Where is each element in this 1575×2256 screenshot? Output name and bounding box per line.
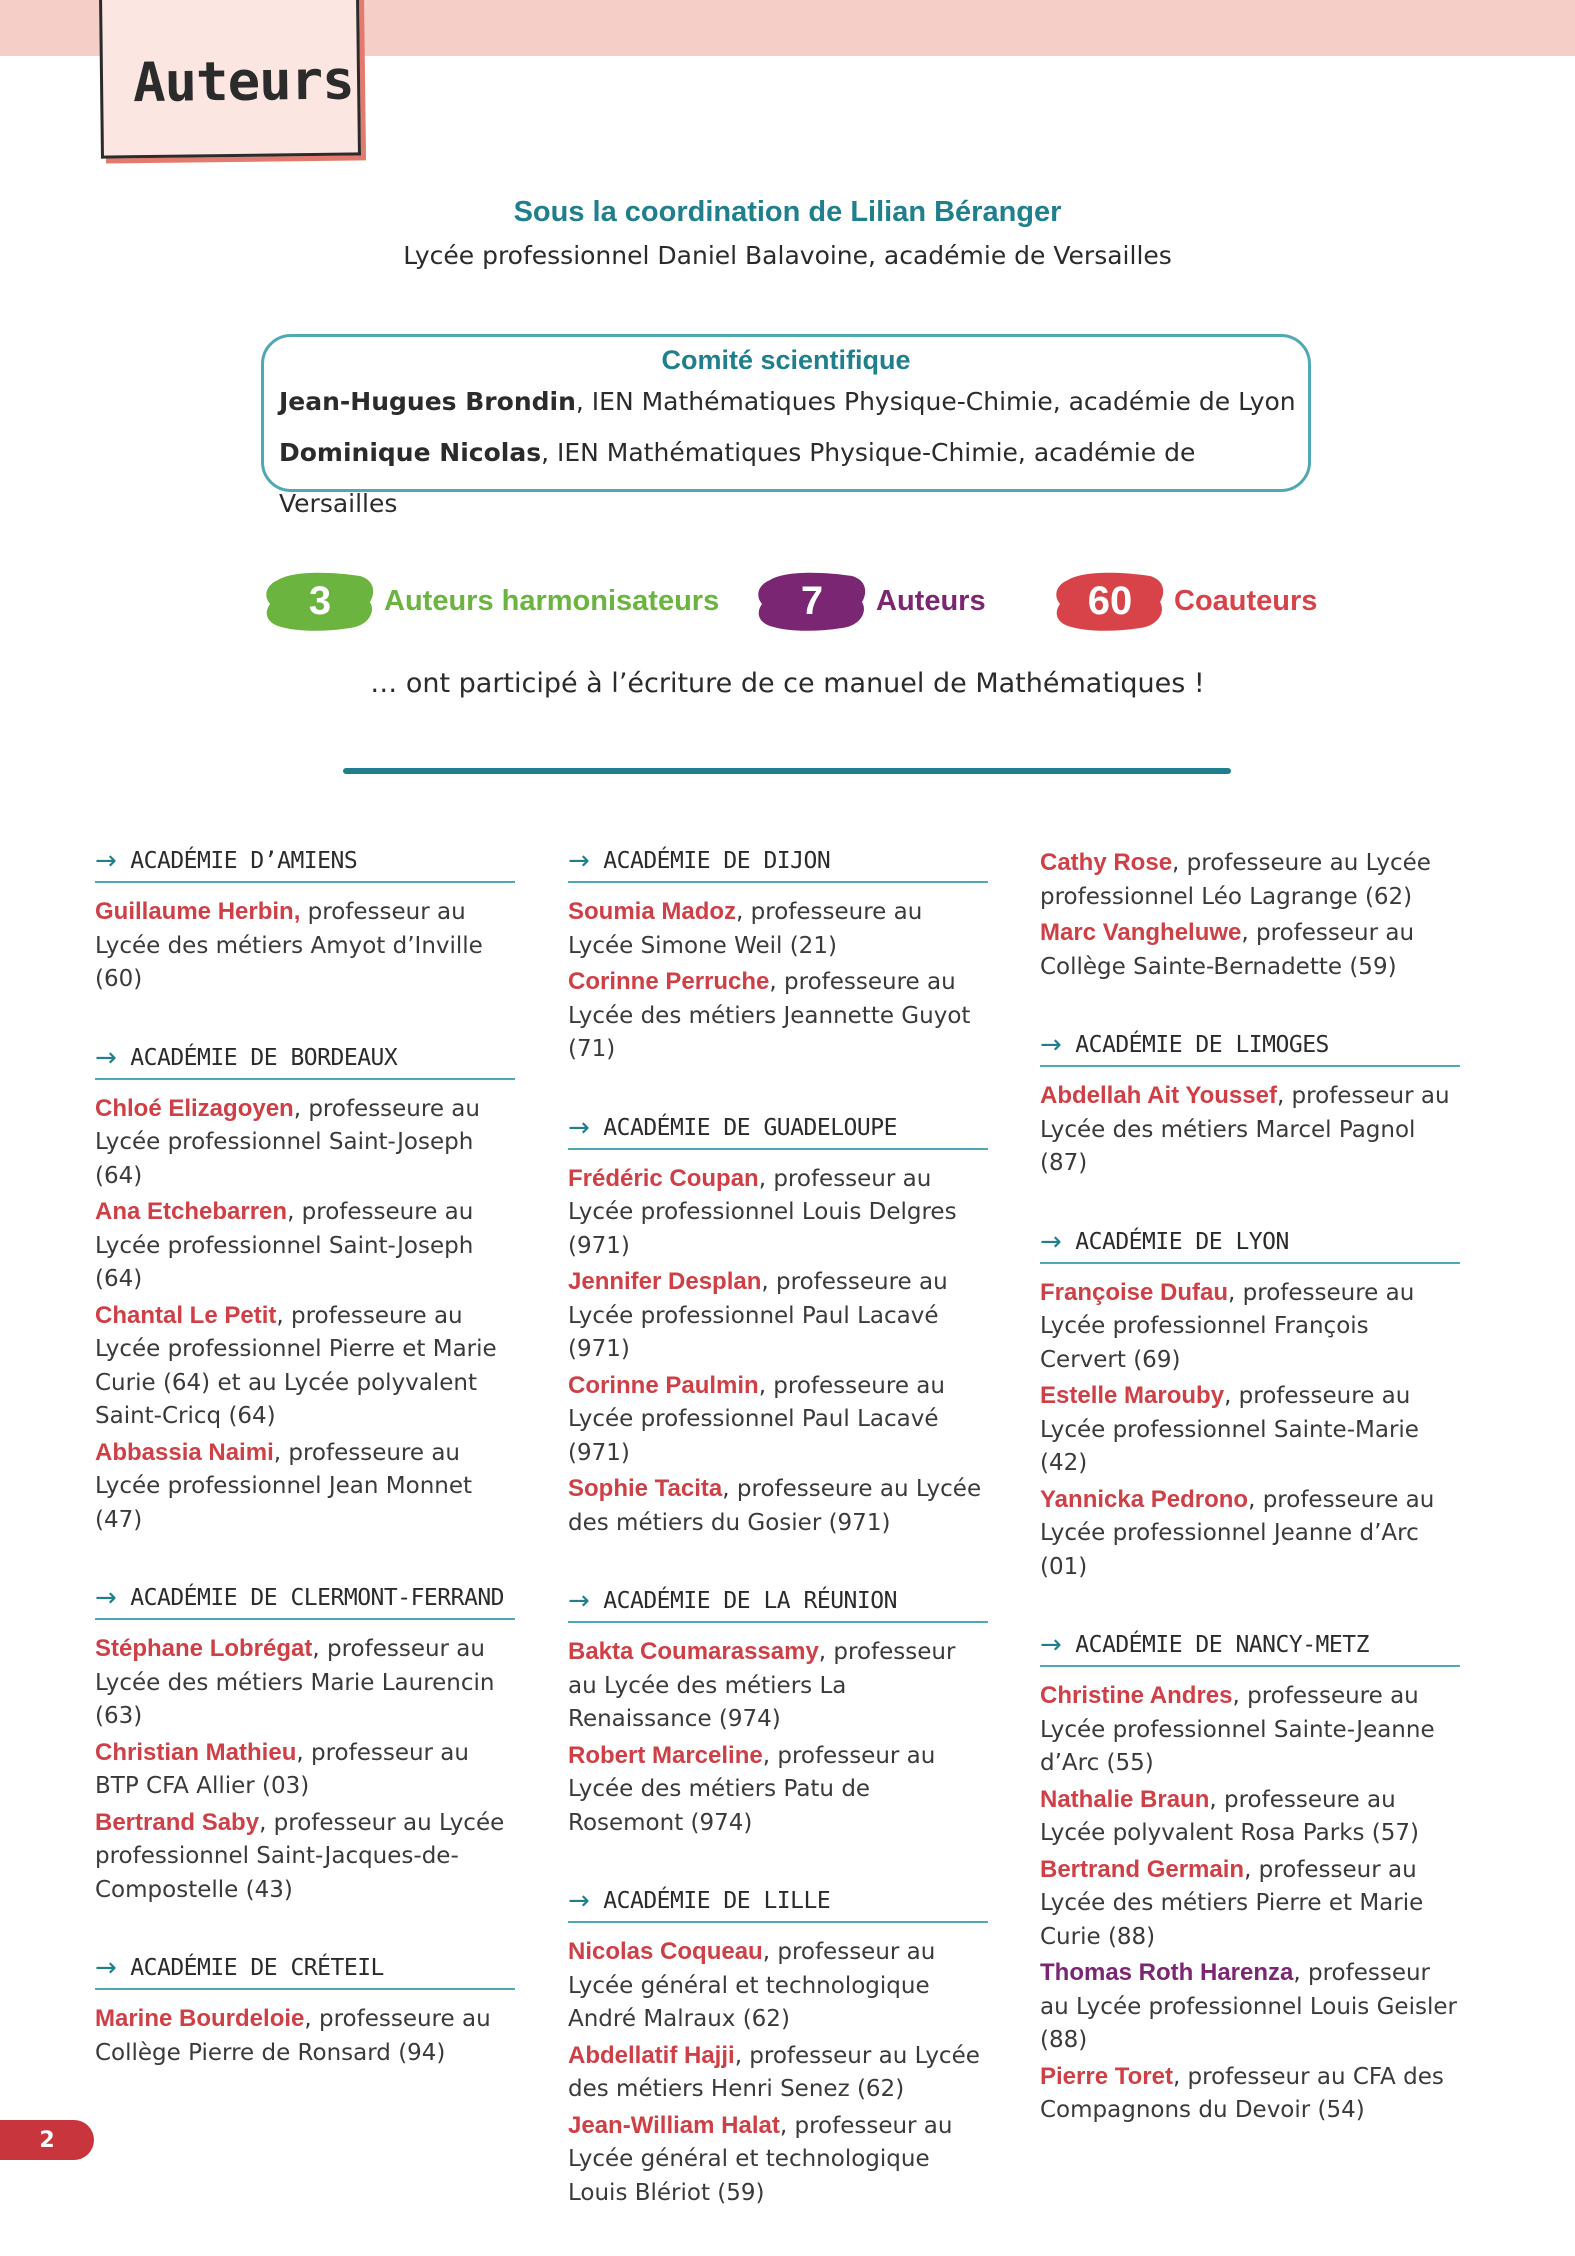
- author-entry: [568, 2109, 988, 2211]
- author-entry: [1040, 1483, 1460, 1585]
- author-entry: [568, 1635, 988, 1737]
- author-name: Nicolas Coqueau: [568, 1938, 763, 1965]
- stat-label: Coauteurs: [1174, 584, 1318, 617]
- author-description: , professeure au Lycée Simone Weil (21): [568, 899, 923, 959]
- academie-section: [1040, 846, 1460, 984]
- column-1: [95, 846, 515, 2116]
- academie-title: ACADÉMIE DE LILLE: [603, 1888, 831, 1914]
- academie-section: [568, 1586, 988, 1840]
- academie-title: ACADÉMIE DE CLERMONT-FERRAND: [130, 1585, 505, 1611]
- column-2: [568, 846, 988, 2256]
- coordination-subtitle: Lycée professionnel Daniel Balavoine, académie de Versailles: [403, 241, 1172, 270]
- academie-heading: [1040, 1030, 1460, 1067]
- author-name: Christine Andres: [1040, 1682, 1233, 1709]
- academie-section: [95, 1953, 515, 2070]
- author-name: Cathy Rose: [1040, 849, 1173, 876]
- author-name: Estelle Marouby: [1040, 1382, 1225, 1409]
- stat-label: Auteurs harmonisateurs: [384, 584, 720, 617]
- author-entry: [1040, 1956, 1460, 2058]
- coordination-title: Sous la coordination de Lilian Béranger: [513, 196, 1062, 228]
- author-name: Marc Vangheluwe: [1040, 919, 1242, 946]
- author-entry: [95, 895, 515, 997]
- author-description: , professeur au Lycée général et technologique Louis Blériot (59): [568, 2112, 953, 2206]
- author-description: , professeure au Lycée professionnel Saint-Joseph (64): [95, 1095, 480, 1189]
- arrow-right-icon: →: [95, 1042, 117, 1073]
- author-name: Jean-William Halat: [568, 2111, 780, 2139]
- author-entry: [568, 965, 988, 1067]
- comite-member-name: Dominique Nicolas: [279, 438, 542, 467]
- academie-title: ACADÉMIE DE LIMOGES: [1075, 1032, 1329, 1058]
- academie-section: [95, 846, 515, 997]
- stat-harmonisateurs: [264, 566, 719, 636]
- author-name: Christian Mathieu: [95, 1738, 297, 1766]
- author-description: , professeure au Lycée des métiers Jeannette Guyot (71): [568, 969, 971, 1062]
- author-description: , professeure au Lycée des métiers du Gosier (971): [568, 1476, 982, 1536]
- academie-title: ACADÉMIE DE LYON: [1075, 1228, 1289, 1255]
- academie-heading: [568, 1586, 988, 1623]
- author-description: , professeure au Lycée professionnel Jean Monnet (47): [95, 1439, 473, 1533]
- arrow-right-icon: →: [568, 1586, 590, 1616]
- paint-blob-icon: [756, 568, 868, 634]
- author-name: Abdellatif Hajji: [568, 2041, 735, 2069]
- arrow-right-icon: →: [568, 1886, 590, 1916]
- author-name: Bakta Coumarassamy: [568, 1638, 819, 1665]
- author-name: Bertrand Saby: [95, 1808, 260, 1836]
- comite-member-role: , IEN Mathématiques Physique-Chimie, académie de Lyon: [575, 387, 1296, 416]
- academie-section: [95, 1043, 515, 1538]
- author-name: Corinne Perruche: [568, 968, 770, 995]
- academie-heading: [568, 1886, 988, 1923]
- author-entry: [568, 1162, 988, 1264]
- author-description: , professeure au Collège Pierre de Ronsard (94): [95, 2006, 491, 2066]
- author-description: , professeure au Lycée professionnel Paul Lacavé (971): [568, 1269, 948, 1362]
- author-description: , professeure au Lycée professionnel Saint-Joseph (64): [95, 1199, 474, 1292]
- author-entry: [95, 1436, 515, 1538]
- author-entry: [95, 1736, 515, 1804]
- comite-member: [279, 376, 1308, 427]
- author-description: , professeur au Lycée général et technologique André Malraux (62): [568, 1939, 936, 2032]
- author-name: Robert Marceline: [568, 1741, 763, 1769]
- author-description: , professeur au Lycée professionnel Louis Geisler (88): [1040, 1960, 1457, 2053]
- author-name: Marine Bourdeloie: [95, 2005, 305, 2032]
- academie-heading: [568, 1113, 988, 1150]
- arrow-right-icon: →: [1040, 1630, 1062, 1660]
- author-name: Thomas Roth Harenza: [1040, 1959, 1294, 1986]
- author-description: , professeur au Lycée professionnel Saint-Jacques-de-Compostelle (43): [95, 1809, 505, 1903]
- author-description: professeur au Lycée des métiers Amyot d’Inville (60): [95, 899, 483, 992]
- author-entry: [1040, 1783, 1460, 1851]
- author-entry: [95, 1806, 515, 1908]
- title-tab: [99, 0, 361, 159]
- author-description: , professeur au Lycée des métiers Marcel Pagnol (87): [1040, 1083, 1450, 1176]
- author-description: , professeure au Lycée professionnel Sainte-Marie (42): [1040, 1383, 1419, 1476]
- author-entry: [1040, 1853, 1460, 1955]
- author-name: Corinne Paulmin: [568, 1371, 759, 1399]
- academie-heading: [95, 846, 515, 883]
- academie-heading: [95, 1043, 515, 1080]
- comite-member-role: , IEN Mathématiques Physique-Chimie, académie de Versailles: [279, 438, 1196, 518]
- author-name: Nathalie Braun: [1040, 1785, 1210, 1813]
- academie-section: [568, 1886, 988, 2210]
- arrow-right-icon: →: [95, 846, 117, 876]
- author-description: , professeure au Lycée professionnel François Cervert (69): [1040, 1279, 1415, 1373]
- column-3: [1040, 846, 1460, 2174]
- author-entry: [1040, 1679, 1460, 1781]
- author-entry: [1040, 1379, 1460, 1481]
- author-entry: [95, 1195, 515, 1297]
- author-entry: [95, 1092, 515, 1194]
- author-name: Frédéric Coupan: [568, 1164, 759, 1192]
- author-description: , professeure au Lycée professionnel Paul Lacavé (971): [568, 1372, 945, 1466]
- author-name: Jennifer Desplan: [568, 1268, 762, 1295]
- author-description: , professeur au Lycée des métiers La Renaissance (974): [568, 1639, 956, 1732]
- academie-title: ACADÉMIE DE BORDEAUX: [130, 1044, 398, 1071]
- author-name: Yannicka Pedrono: [1040, 1485, 1249, 1513]
- stat-auteurs: [756, 566, 986, 636]
- academie-section: [568, 1113, 988, 1541]
- author-name: Abbassia Naimi: [95, 1438, 274, 1466]
- author-entry: [568, 895, 988, 963]
- stats-row: [0, 566, 1575, 646]
- author-name: Stéphane Lobrégat: [95, 1635, 313, 1662]
- author-entry: [568, 1935, 988, 2037]
- academie-title: ACADÉMIE DE GUADELOUPE: [603, 1114, 897, 1141]
- stat-number: 60: [1087, 578, 1133, 623]
- paint-blob-icon: [1054, 568, 1166, 634]
- academie-heading: [1040, 1227, 1460, 1264]
- author-name: Ana Etchebarren: [95, 1198, 288, 1225]
- arrow-right-icon: →: [1040, 1030, 1062, 1060]
- academie-heading: [95, 1583, 515, 1620]
- author-entry: [568, 1739, 988, 1841]
- page-title: Auteurs: [132, 48, 355, 115]
- author-entry: [1040, 1079, 1460, 1181]
- page-number: 2: [0, 2120, 94, 2160]
- academie-section: [95, 1583, 515, 1907]
- academie-heading: [1040, 1630, 1460, 1667]
- author-description: , professeur au Lycée des métiers Henri Senez (62): [568, 2042, 980, 2102]
- author-name: Bertrand Germain: [1040, 1855, 1245, 1883]
- academie-title: ACADÉMIE DE LA RÉUNION: [603, 1588, 897, 1614]
- stat-number: 7: [800, 578, 824, 623]
- arrow-right-icon: →: [568, 846, 590, 876]
- paint-blob-icon: [264, 568, 376, 634]
- comite-scientifique-box: [261, 334, 1311, 518]
- participation-text: … ont participé à l’écriture de ce manuel de Mathématiques !: [370, 668, 1205, 699]
- author-description: , professeure au Lycée professionnel Jeanne d’Arc (01): [1040, 1486, 1435, 1580]
- author-entry: [568, 2039, 988, 2107]
- author-description: , professeur au Lycée des métiers Pierre et Marie Curie (88): [1040, 1856, 1424, 1950]
- stat-label: Auteurs: [876, 584, 986, 617]
- author-description: , professeur au Lycée des métiers Marie Laurencin (63): [95, 1636, 495, 1729]
- author-name: Françoise Dufau: [1040, 1278, 1229, 1306]
- author-name: Soumia Madoz: [568, 898, 737, 925]
- coordination: [0, 196, 1575, 270]
- author-description: , professeure au Lycée professionnel Sainte-Jeanne d’Arc (55): [1040, 1683, 1435, 1776]
- author-entry: [95, 2002, 515, 2070]
- author-name: Pierre Toret: [1040, 2062, 1173, 2090]
- academie-title: ACADÉMIE DE CRÉTEIL: [130, 1955, 384, 1981]
- comite-title: Comité scientifique: [661, 345, 911, 375]
- academie-section: [1040, 1030, 1460, 1181]
- author-entry: [568, 1472, 988, 1540]
- author-name: Abdellah Ait Youssef: [1040, 1082, 1277, 1109]
- academie-section: [1040, 1630, 1460, 2128]
- author-entry: [95, 1299, 515, 1434]
- author-entry: [1040, 2060, 1460, 2128]
- author-entry: [1040, 916, 1460, 984]
- divider: [343, 768, 1231, 774]
- author-description: , professeure au Lycée professionnel Léo Lagrange (62): [1040, 850, 1431, 910]
- author-description: , professeur au Lycée professionnel Louis Delgres (971): [568, 1165, 957, 1259]
- academie-heading: [568, 846, 988, 883]
- author-name: Sophie Tacita: [568, 1475, 723, 1502]
- author-name: Chantal Le Petit: [95, 1301, 277, 1329]
- author-entry: [1040, 846, 1460, 914]
- author-entry: [568, 1369, 988, 1471]
- arrow-right-icon: →: [95, 1583, 117, 1613]
- author-entry: [95, 1632, 515, 1734]
- academie-section: [568, 846, 988, 1067]
- author-description: , professeur au CFA des Compagnons du Devoir (54): [1040, 2063, 1444, 2123]
- comite-member-name: Jean-Hugues Brondin: [279, 387, 576, 416]
- stat-coauteurs: [1054, 566, 1317, 636]
- arrow-right-icon: →: [568, 1112, 590, 1143]
- stat-number: 3: [308, 578, 332, 623]
- academie-title: ACADÉMIE DE DIJON: [603, 848, 831, 874]
- author-name: Chloé Elizagoyen: [95, 1094, 294, 1122]
- author-entry: [1040, 1276, 1460, 1378]
- author-description: , professeur au Collège Sainte-Bernadette (59): [1040, 920, 1415, 980]
- author-description: , professeur au Lycée des métiers Patu de Rosemont (974): [568, 1742, 936, 1836]
- author-name: Guillaume Herbin,: [95, 898, 301, 925]
- academie-heading: [95, 1953, 515, 1990]
- author-description: , professeure au Lycée polyvalent Rosa Parks (57): [1040, 1786, 1420, 1846]
- arrow-right-icon: →: [95, 1953, 117, 1983]
- academie-title: ACADÉMIE DE NANCY-METZ: [1075, 1632, 1369, 1658]
- author-entry: [568, 1265, 988, 1367]
- academie-title: ACADÉMIE D’AMIENS: [130, 848, 358, 874]
- author-description: , professeure au Lycée professionnel Pierre et Marie Curie (64) et au Lycée polyvalent Saint-Cricq (64): [95, 1302, 497, 1429]
- academie-section: [1040, 1227, 1460, 1585]
- arrow-right-icon: →: [1040, 1226, 1062, 1257]
- author-description: , professeur au BTP CFA Allier (03): [95, 1739, 469, 1799]
- comite-member: [279, 427, 1308, 529]
